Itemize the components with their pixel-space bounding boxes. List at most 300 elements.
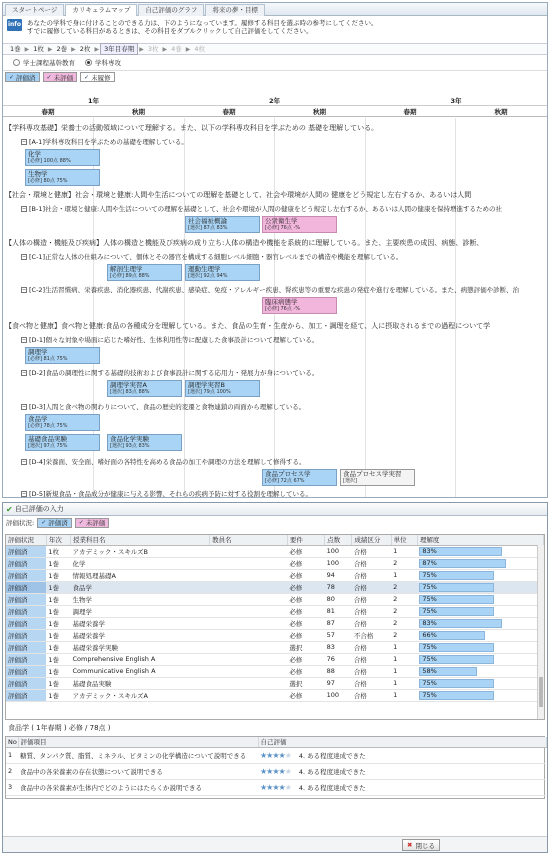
course-card[interactable]: [185, 264, 260, 281]
requirement-cell: 選択: [287, 641, 324, 653]
course-cell: 情報処理基礎A: [71, 569, 210, 581]
chevron-right-icon: ▶: [47, 45, 53, 53]
course-cell: アカデミック・スキルズB: [71, 545, 210, 557]
teacher-cell: [210, 617, 288, 629]
collapse-icon[interactable]: −: [22, 404, 27, 410]
star-rating-icon[interactable]: [260, 783, 291, 792]
status-cell: 評価済: [6, 653, 46, 665]
table-row[interactable]: [6, 605, 544, 617]
self-evaluation-dialog: [2, 502, 548, 853]
star-icon[interactable]: ★: [284, 782, 291, 792]
score-cell: 100: [325, 689, 352, 701]
outcome-label: [D-5]新規食品・食品成分が健康に与える影響、それらの疾病予防に対する役割を理解している。: [29, 490, 313, 498]
requirement-cell: 必修: [287, 581, 324, 593]
eval-row[interactable]: [6, 779, 546, 795]
score-cell: 57: [325, 629, 352, 641]
collapse-icon[interactable]: −: [22, 370, 27, 376]
score-cell: 100: [325, 557, 352, 569]
semester-6: 秋期: [494, 108, 508, 116]
course-name: 基礎食品実験: [28, 435, 67, 443]
star-icon[interactable]: ★: [260, 766, 267, 776]
course-card[interactable]: [25, 414, 100, 431]
table-row[interactable]: [6, 593, 544, 605]
eval-no: 2: [6, 763, 18, 779]
score-cell: 76: [325, 653, 352, 665]
star-icon[interactable]: ★: [266, 766, 273, 776]
understanding-cell: [417, 617, 543, 629]
col-understanding[interactable]: 理解度: [417, 535, 543, 545]
year-cell: 1巻: [46, 569, 70, 581]
course-name: 社会福祉概論: [188, 217, 227, 225]
tab-start-page[interactable]: スタートページ: [5, 4, 64, 16]
table-row[interactable]: [6, 653, 544, 665]
course-name: 臨床病態学: [265, 298, 298, 306]
course-status: [選択] 79点 100%: [188, 389, 231, 395]
close-icon: ✖: [407, 841, 413, 849]
credit-cell: 2: [391, 593, 417, 605]
legend-unevaluated[interactable]: [43, 72, 78, 82]
step-1[interactable]: 1巻: [10, 45, 21, 53]
course-card[interactable]: [262, 297, 337, 314]
course-card[interactable]: [107, 380, 182, 397]
outcome-d1[interactable]: [21, 335, 547, 345]
star-icon[interactable]: ★: [284, 750, 291, 760]
course-cell: 基礎栄養学: [71, 629, 210, 641]
course-name: 食品プロセス学実習: [343, 470, 402, 478]
teacher-cell: [210, 569, 288, 581]
teacher-cell: [210, 545, 288, 557]
outcome-d4[interactable]: [21, 457, 547, 467]
credit-cell: 1: [391, 641, 417, 653]
col-score[interactable]: 点数: [325, 535, 352, 545]
year-cell: 1巻: [46, 617, 70, 629]
teacher-cell: [210, 665, 288, 677]
outcome-label: [A-1]学科専攻科目を学ぶための基礎を理解している。: [29, 138, 188, 146]
course-card[interactable]: [262, 469, 337, 486]
understanding-bar: 75%: [419, 643, 494, 652]
score-cell: 94: [325, 569, 352, 581]
col-year[interactable]: 年次: [46, 535, 70, 545]
course-status: [必修] 76点 -%: [265, 225, 300, 231]
eval-item: 食品中の各栄養素が生体内でどのようにはたらくか説明できる: [18, 779, 258, 795]
semester-2: 秋期: [132, 108, 145, 116]
col-self-eval: 自己評価: [258, 737, 546, 747]
grade-cell: 合格: [352, 593, 391, 605]
col-status[interactable]: 評価状況: [6, 535, 46, 545]
tab-curriculum-map[interactable]: カリキュラムマップ: [65, 4, 137, 16]
step-3[interactable]: 2巻: [56, 45, 68, 53]
course-status: [必修] 89点 88%: [110, 273, 150, 279]
eval-row[interactable]: [6, 747, 546, 763]
outcome-label: [C-1]正常な人体の仕組みについて、個体とその器官を構成する細胞レベル細胞・器官レベルまでの構造や機能を理解している。: [29, 253, 403, 261]
tab-future-goals[interactable]: 将来の夢・目標: [205, 4, 265, 16]
step-7: 4巻: [171, 45, 182, 53]
year-cell: 1巻: [46, 653, 70, 665]
star-icon[interactable]: ★: [284, 766, 291, 776]
table-row[interactable]: [6, 641, 544, 653]
filter-unevaluated[interactable]: [75, 518, 110, 528]
course-status: [選択] 92点 94%: [188, 273, 228, 279]
outcome-d2[interactable]: [21, 368, 547, 378]
semester-steps: [3, 43, 547, 55]
chevron-right-icon: ▶: [139, 45, 144, 53]
year-3: 3年: [450, 97, 462, 105]
credit-cell: 1: [391, 569, 417, 581]
collapse-icon[interactable]: −: [22, 491, 27, 497]
step-8: 4枚: [194, 45, 205, 53]
status-cell: 評価済: [6, 557, 46, 569]
understanding-bar: 75%: [419, 595, 494, 604]
grade-cell: 合格: [352, 545, 391, 557]
table-header: [6, 535, 544, 545]
teacher-cell: [210, 557, 288, 569]
info-line-2: すでに履修している科目があるときは、その科目をダブルクリックして自己評価をしてください。: [27, 27, 313, 35]
checkbox-checked-icon: ✓: [46, 73, 52, 81]
table-row[interactable]: [6, 677, 544, 689]
course-cell: 調理学: [71, 605, 210, 617]
star-icon[interactable]: ★: [272, 782, 279, 792]
dialog-title: 自己評価の入力: [14, 505, 64, 513]
year-cell: 1巻: [46, 593, 70, 605]
outcome-b1[interactable]: [21, 204, 547, 214]
score-cell: 78: [325, 581, 352, 593]
score-cell: 88: [325, 665, 352, 677]
teacher-cell: [210, 641, 288, 653]
radio-major[interactable]: [85, 58, 121, 67]
understanding-cell: [417, 629, 543, 641]
year-cell: 1巻: [46, 641, 70, 653]
course-card[interactable]: [107, 434, 182, 451]
understanding-cell: [417, 665, 543, 677]
table-row[interactable]: [6, 581, 544, 593]
status-cell: 評価済: [6, 545, 46, 557]
outcome-a1[interactable]: [21, 137, 547, 147]
star-rating-icon[interactable]: [260, 767, 291, 776]
outcome-label: [D-3]人間と食べ物の関わりについて、食品の歴史的変遷と食物連鎖の両面から理解している。: [29, 403, 306, 411]
eval-item: 食品中の各栄養素の存在状態について説明できる: [18, 763, 258, 779]
collapse-icon[interactable]: −: [22, 206, 27, 212]
requirement-cell: 必修: [287, 689, 324, 701]
grade-cell: 合格: [352, 641, 391, 653]
col-no: No: [8, 737, 17, 746]
grade-cell: 合格: [352, 569, 391, 581]
course-name: 生物学: [28, 170, 48, 178]
credit-cell: 1: [391, 545, 417, 557]
filter-chip-label: 評価済: [48, 519, 68, 527]
outcome-label: [C-2]生活習慣病、栄養疾患、消化器疾患、代謝疾患、感染症、免疫・アレルギー疾患、腎疾患等の重要な疾患の発症や進行を理解している。また、病態評価や診断、治: [29, 286, 520, 294]
table-row[interactable]: [6, 569, 544, 581]
status-cell: 評価済: [6, 617, 46, 629]
status-cell: 評価済: [6, 641, 46, 653]
course-name: 調理学実習B: [188, 381, 225, 389]
course-name: 調理学実習A: [110, 381, 147, 389]
course-status: [選択] 97点 75%: [28, 443, 68, 449]
understanding-bar: 83%: [419, 547, 502, 556]
legend-not-taken[interactable]: [80, 72, 115, 82]
outcome-label: [B-1]社会・環境と健康:人間や生活についての理解を基礎として、社会や環境が人間の健康をどう規定し左右するか、あるいは人間の健康を保持増進するための社: [29, 205, 502, 213]
credit-cell: 2: [391, 581, 417, 593]
score-cell: 100: [325, 545, 352, 557]
course-name: 公衆衛生学: [265, 217, 298, 225]
outcome-category-society: 【社会・環境と健康】社会・環境と健康:人間や生活についての理解を基礎として、社会や環境が人間の 健康をどう規定し左右するか、あるいは人間: [5, 191, 472, 199]
eval-no: 3: [6, 779, 18, 795]
understanding-cell: [417, 557, 543, 569]
requirement-cell: 必修: [287, 605, 324, 617]
radio-basic-education[interactable]: [13, 58, 75, 67]
radio-icon: [13, 59, 20, 66]
scrollbar-thumb[interactable]: [539, 677, 543, 707]
understanding-bar: 75%: [419, 679, 494, 688]
course-status: [必修] 78点 75%: [28, 423, 68, 429]
checkbox-checked-icon: ✓: [84, 73, 90, 81]
rating-label: 4. ある程度達成できた: [298, 783, 366, 792]
course-card[interactable]: [185, 380, 260, 397]
course-cell: アカデミック・スキルズA: [71, 689, 210, 701]
understanding-bar: 58%: [419, 667, 477, 676]
understanding-bar: 75%: [419, 571, 494, 580]
rating-label: 4. ある程度達成できた: [298, 751, 366, 760]
year-cell: 1巻: [46, 557, 70, 569]
understanding-cell: [417, 593, 543, 605]
teacher-cell: [210, 689, 288, 701]
course-status: [選択]: [343, 478, 357, 484]
course-cell: 食品学: [71, 581, 210, 593]
understanding-bar: 87%: [419, 559, 506, 568]
grade-cell: 不合格: [352, 629, 391, 641]
credit-cell: 2: [391, 617, 417, 629]
evaluation-table: [5, 736, 545, 799]
grade-cell: 合格: [352, 689, 391, 701]
status-cell: 評価済: [6, 677, 46, 689]
legend-evaluated[interactable]: [5, 72, 40, 82]
eval-rating[interactable]: [258, 747, 546, 763]
table-row[interactable]: [6, 557, 544, 569]
outcome-label: [D-4]栄養面、安全面、嗜好面の各特性を高める食品の加工や調理の方法を理解して修得する。: [29, 458, 306, 466]
course-card[interactable]: [262, 216, 337, 233]
collapse-icon[interactable]: −: [22, 287, 27, 293]
star-icon[interactable]: ★: [272, 766, 279, 776]
understanding-cell: [417, 641, 543, 653]
course-card[interactable]: [25, 434, 100, 451]
filter-label: 評価状況:: [6, 519, 35, 527]
step-6: 3枚: [147, 45, 159, 53]
requirement-cell: 必修: [287, 617, 324, 629]
semester-1: 春期: [41, 108, 55, 116]
course-card[interactable]: [107, 264, 182, 281]
star-icon[interactable]: ★: [260, 782, 267, 792]
collapse-icon[interactable]: −: [22, 459, 27, 465]
understanding-bar: 83%: [419, 619, 502, 628]
filter-chip-label: 未評価: [85, 519, 106, 527]
dialog-footer: [3, 836, 547, 852]
tab-self-evaluation-graph[interactable]: 自己評価のグラフ: [138, 4, 204, 16]
table-row[interactable]: [6, 617, 544, 629]
table-row[interactable]: [6, 665, 544, 677]
year-2: 2年: [268, 97, 281, 105]
year-cell: 1巻: [46, 689, 70, 701]
checkbox-checked-icon: ✓: [9, 73, 15, 81]
score-cell: 80: [325, 593, 352, 605]
requirement-cell: 必修: [287, 557, 324, 569]
semester-4: 秋期: [313, 108, 326, 116]
requirement-cell: 必修: [287, 569, 324, 581]
credit-cell: 2: [391, 557, 417, 569]
understanding-bar: 75%: [419, 583, 494, 592]
course-card[interactable]: [340, 469, 415, 486]
grade-cell: 合格: [352, 605, 391, 617]
table-row[interactable]: [6, 629, 544, 641]
understanding-cell: [417, 581, 543, 593]
outcome-d3[interactable]: [21, 402, 547, 412]
collapse-icon[interactable]: −: [22, 254, 27, 260]
status-cell: 評価済: [6, 593, 46, 605]
course-name: 調理学: [28, 348, 48, 356]
semester-header: [3, 107, 547, 117]
course-status: [必修] 81点 75%: [28, 356, 68, 362]
col-requirement[interactable]: 要件: [287, 535, 324, 545]
teacher-cell: [210, 629, 288, 641]
year-header: [3, 96, 547, 106]
grade-cell: 合格: [352, 581, 391, 593]
col-credit[interactable]: 単位: [391, 535, 417, 545]
curriculum-grid: [3, 118, 547, 498]
status-cell: 評価済: [6, 569, 46, 581]
understanding-cell: [417, 677, 543, 689]
curriculum-map-panel: [2, 2, 548, 498]
credit-cell: 2: [391, 629, 417, 641]
legend: [3, 71, 547, 83]
status-cell: 評価済: [6, 605, 46, 617]
eval-rating[interactable]: [258, 779, 546, 795]
understanding-cell: [417, 605, 543, 617]
info-icon: info: [7, 19, 22, 31]
star-rating-icon[interactable]: [260, 751, 291, 760]
teacher-cell: [210, 677, 288, 689]
grade-cell: 合格: [352, 557, 391, 569]
credit-cell: 1: [391, 689, 417, 701]
year-1: 1年: [87, 97, 100, 105]
understanding-cell: [417, 545, 543, 557]
understanding-bar: 66%: [419, 631, 485, 640]
star-icon[interactable]: ★: [278, 782, 285, 792]
dialog-title-bar: [3, 503, 547, 516]
table-row[interactable]: [6, 545, 544, 557]
course-card[interactable]: [185, 216, 260, 233]
outcome-category-basic: 【学科専攻基礎】栄養士の活動領域について理解する。また、以下の学科専攻科目を学ぶための 基礎を理解している。: [5, 124, 379, 132]
course-status: [必修] 76点 -%: [265, 306, 300, 312]
requirement-cell: 必修: [287, 665, 324, 677]
understanding-bar: 75%: [419, 691, 494, 700]
star-icon[interactable]: ★: [266, 782, 273, 792]
eval-rating[interactable]: [258, 763, 546, 779]
collapse-icon[interactable]: −: [22, 337, 27, 343]
course-name: 解剖生理学: [110, 265, 143, 273]
teacher-cell: [210, 605, 288, 617]
outcome-label: [D-1]個々な対象や場面に応じた嗜好性、生体利用性等に配慮した食事設計について理解している。: [29, 336, 319, 344]
chevron-right-icon: ▶: [94, 45, 100, 53]
filter-evaluated[interactable]: [37, 518, 72, 528]
detail-title: 食品学 ( 1年春期 ) 必修 / 78点 ): [8, 724, 111, 732]
chevron-right-icon: ▶: [162, 45, 168, 53]
chevron-right-icon: ▶: [185, 45, 191, 53]
credit-cell: 2: [391, 605, 417, 617]
col-teacher[interactable]: 教員名: [210, 535, 288, 545]
requirement-cell: 必修: [287, 593, 324, 605]
understanding-cell: [417, 569, 543, 581]
course-cell: 基礎食品実験: [71, 677, 210, 689]
grade-cell: 合格: [352, 665, 391, 677]
course-status: [選択] 87点 83%: [188, 225, 228, 231]
course-name: 食品化学実験: [110, 435, 149, 443]
star-icon[interactable]: ★: [266, 750, 273, 760]
table-row[interactable]: [6, 689, 544, 701]
step-current[interactable]: 3年目春期: [100, 43, 138, 55]
star-icon[interactable]: ★: [272, 750, 279, 760]
close-label: 閉じる: [415, 841, 435, 850]
year-cell: 1巻: [46, 629, 70, 641]
course-name: 化学: [28, 150, 41, 158]
radio-label: 学科専攻: [95, 59, 121, 67]
status-cell: 評価済: [6, 581, 46, 593]
course-name: 食品プロセス学: [265, 470, 311, 478]
year-cell: 1巻: [46, 665, 70, 677]
col-course[interactable]: 授業科目名: [71, 535, 210, 545]
checkbox-checked-icon: ✓: [41, 519, 47, 526]
eval-row[interactable]: [6, 763, 546, 779]
collapse-icon[interactable]: −: [22, 139, 27, 145]
outcome-c2[interactable]: [21, 285, 547, 295]
checkbox-checked-icon: ✓: [78, 519, 84, 526]
close-button[interactable]: [402, 839, 440, 851]
understanding-bar: 75%: [419, 607, 494, 616]
course-status: [必修] 80点 75%: [28, 178, 68, 184]
year-cell: 1巻: [46, 677, 70, 689]
course-card[interactable]: [25, 149, 100, 166]
course-table: [5, 534, 545, 720]
step-2[interactable]: 1枚: [33, 45, 44, 53]
course-card[interactable]: [25, 169, 100, 186]
credit-cell: 1: [391, 653, 417, 665]
status-cell: 評価済: [6, 665, 46, 677]
grade-cell: 合格: [352, 617, 391, 629]
check-mark-icon: ✔: [6, 504, 13, 514]
course-status: [選択] 93点 83%: [110, 443, 150, 449]
star-icon[interactable]: ★: [278, 750, 285, 760]
chevron-right-icon: ▶: [24, 45, 30, 53]
eval-no: 1: [6, 747, 18, 763]
legend-label: 評価済: [16, 73, 36, 82]
credit-cell: 1: [391, 665, 417, 677]
outcome-d5[interactable]: [21, 489, 547, 498]
star-icon[interactable]: ★: [278, 766, 285, 776]
course-cell: 基礎栄養学実験: [71, 641, 210, 653]
star-icon[interactable]: ★: [260, 750, 267, 760]
course-cell: Comprehensive English A: [71, 653, 210, 665]
requirement-cell: 必修: [287, 545, 324, 557]
eval-header: [6, 737, 546, 747]
col-eval-item: 評価項目: [18, 737, 258, 747]
outcome-c1[interactable]: [21, 252, 547, 262]
course-card[interactable]: [25, 347, 100, 364]
requirement-cell: 必修: [287, 653, 324, 665]
table-scrollbar[interactable]: [537, 545, 544, 719]
step-4[interactable]: 2枚: [79, 45, 91, 53]
course-cell: 生物学: [71, 593, 210, 605]
course-cell: 基礎栄養学: [71, 617, 210, 629]
col-grade[interactable]: 成績区分: [352, 535, 391, 545]
course-status: [必修] 100点 88%: [28, 158, 71, 164]
year-cell: 1巻: [46, 581, 70, 593]
